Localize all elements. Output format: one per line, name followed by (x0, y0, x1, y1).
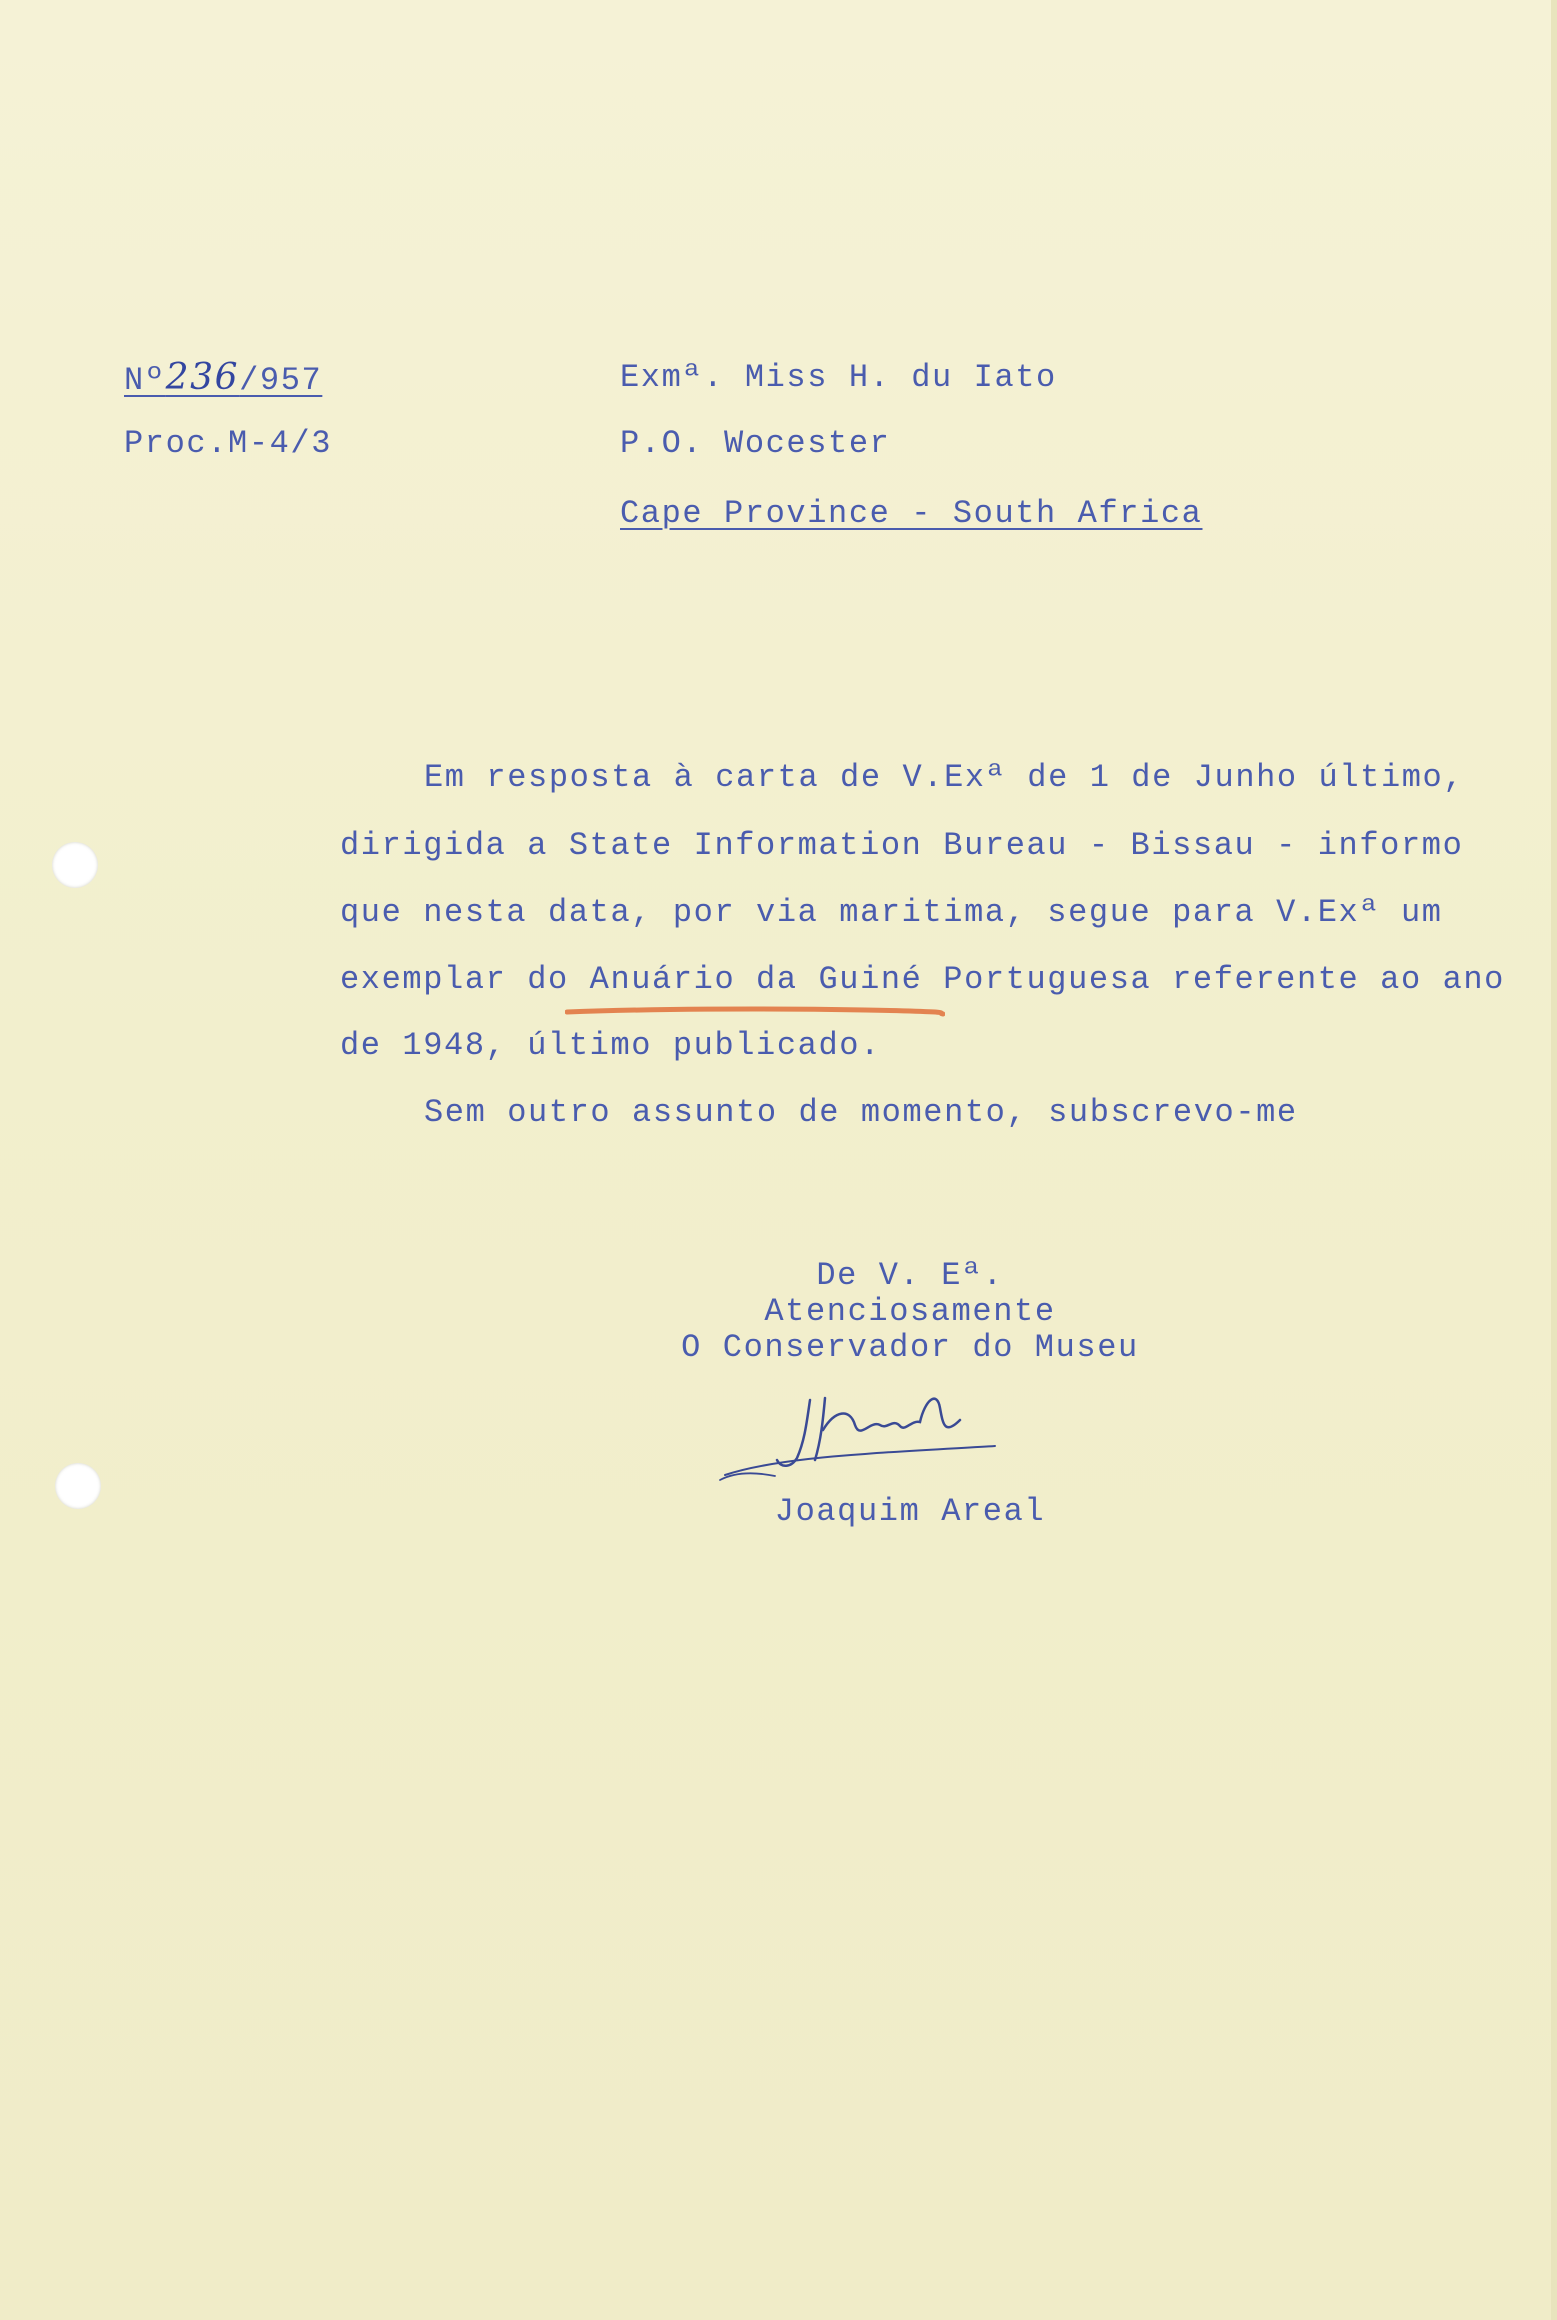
process-reference: Proc.M-4/3 (124, 425, 333, 462)
punch-hole-top (52, 842, 98, 888)
closing-regards: Atenciosamente (764, 1293, 1056, 1330)
page-edge (1551, 0, 1557, 2320)
recipient-postal: P.O. Wocester (620, 425, 891, 462)
reference-number (124, 358, 322, 401)
body-line-4: exemplar do Anuário da Guiné Portuguesa referente ao ano (340, 961, 1505, 998)
signer-name: Joaquim Areal (774, 1493, 1046, 1530)
body-line-6: Sem outro assunto de momento, subscrevo-me (424, 1094, 1298, 1131)
orange-marker-underline (565, 1004, 945, 1018)
body-line-5: de 1948, último publicado. (340, 1027, 881, 1064)
body-line-2: dirigida a State Information Bureau - Bissau - informo (340, 827, 1464, 864)
reference-number-suffix: /957 (239, 362, 323, 399)
punch-hole-bottom (55, 1463, 101, 1509)
handwritten-signature (715, 1380, 1005, 1490)
recipient-region: Cape Province - South Africa (620, 495, 1203, 532)
recipient-name: Exmª. Miss H. du Iato (620, 359, 1057, 396)
closing-salutation: De V. Eª. (816, 1257, 1004, 1294)
body-line-3: que nesta data, por via maritima, segue para V.Exª um (340, 894, 1443, 931)
reference-number-prefix: Nº (124, 362, 166, 399)
reference-number-handwritten: 236 (165, 357, 240, 398)
body-line-1: Em resposta à carta de V.Exª de 1 de Junho último, (424, 759, 1465, 796)
closing-title: O Conservador do Museu (681, 1329, 1139, 1366)
